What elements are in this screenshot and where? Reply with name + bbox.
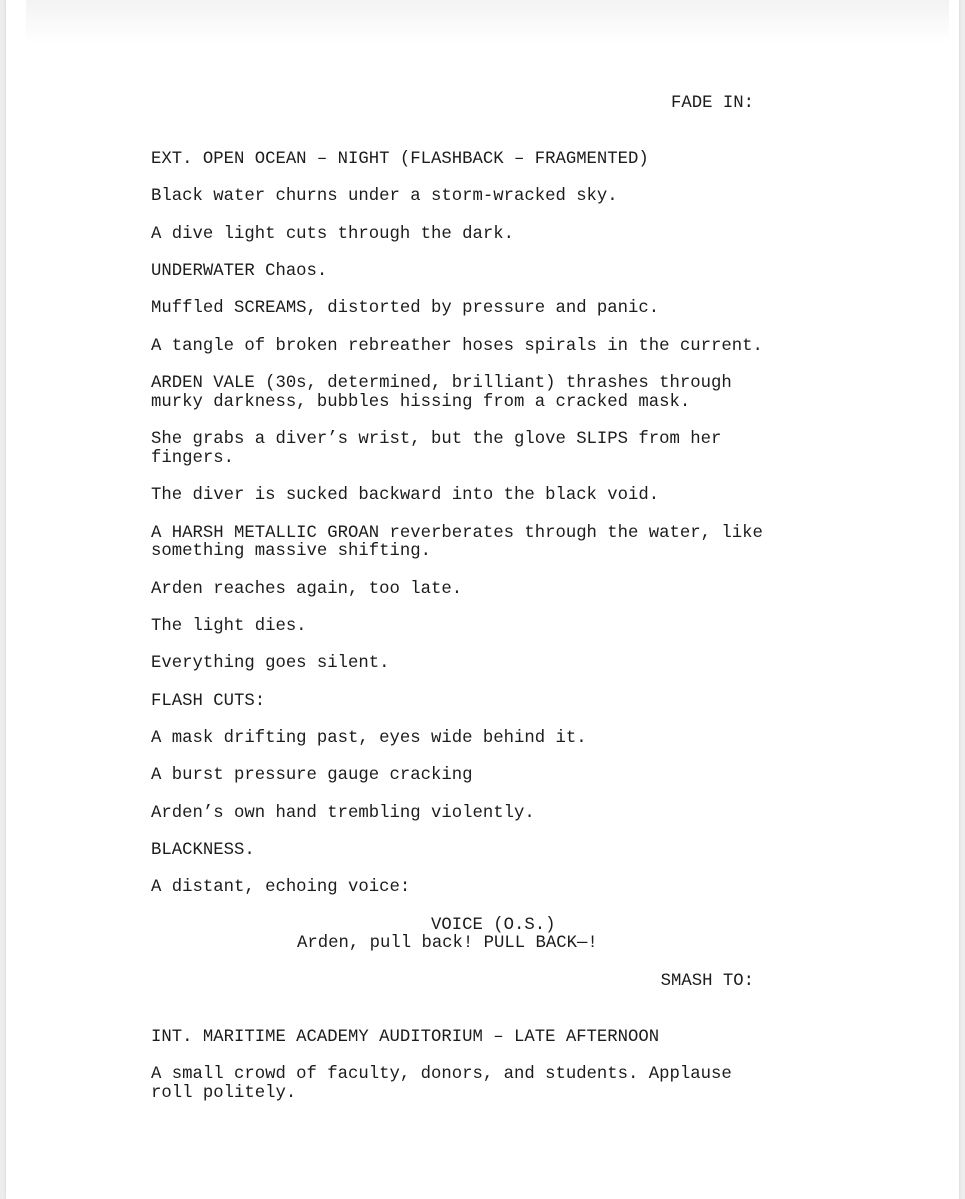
action-line: Arden’s own hand trembling violently. — [151, 804, 535, 823]
action-line: A tangle of broken rebreather hoses spirals in the current. — [151, 337, 763, 356]
action-line: roll politely. — [151, 1084, 297, 1103]
action-line: A distant, echoing voice: — [151, 878, 411, 897]
action-line: She grabs a diver’s wrist, but the glove SLIPS from her — [151, 430, 722, 449]
page-top-shadow — [26, 0, 949, 44]
scene-heading-ocean: EXT. OPEN OCEAN – NIGHT (FLASHBACK – FRAGMENTED) — [151, 150, 649, 169]
action-line: Muffled SCREAMS, distorted by pressure and panic. — [151, 299, 660, 318]
action-line: ARDEN VALE (30s, determined, brilliant) thrashes through — [151, 374, 732, 393]
transition-smash-to: SMASH TO: — [660, 972, 754, 991]
character-name: VOICE (O.S.) — [431, 916, 556, 935]
action-line: fingers. — [151, 449, 234, 468]
action-line: A mask drifting past, eyes wide behind it. — [151, 729, 587, 748]
scene-heading-auditorium: INT. MARITIME ACADEMY AUDITORIUM – LATE AFTERNOON — [151, 1028, 660, 1047]
action-line: Everything goes silent. — [151, 654, 390, 673]
transition-fade-in: FADE IN: — [671, 94, 754, 113]
action-line: Arden reaches again, too late. — [151, 580, 463, 599]
action-line: BLACKNESS. — [151, 841, 255, 860]
action-line: Black water churns under a storm-wracked sky. — [151, 187, 618, 206]
action-line: UNDERWATER Chaos. — [151, 262, 328, 281]
action-line: FLASH CUTS: — [151, 692, 266, 711]
action-line: A small crowd of faculty, donors, and students. Applause — [151, 1065, 732, 1084]
action-line: The diver is sucked backward into the black void. — [151, 486, 660, 505]
action-line: A dive light cuts through the dark. — [151, 225, 514, 244]
action-line: A HARSH METALLIC GROAN reverberates through the water, like — [151, 524, 763, 543]
script-page — [6, 0, 959, 1199]
action-line: A burst pressure gauge cracking — [151, 766, 473, 785]
action-line: murky darkness, bubbles hissing from a cracked mask. — [151, 393, 691, 412]
dialogue-line: Arden, pull back! PULL BACK—! — [297, 934, 598, 953]
action-line: something massive shifting. — [151, 542, 432, 561]
action-line: The light dies. — [151, 617, 307, 636]
